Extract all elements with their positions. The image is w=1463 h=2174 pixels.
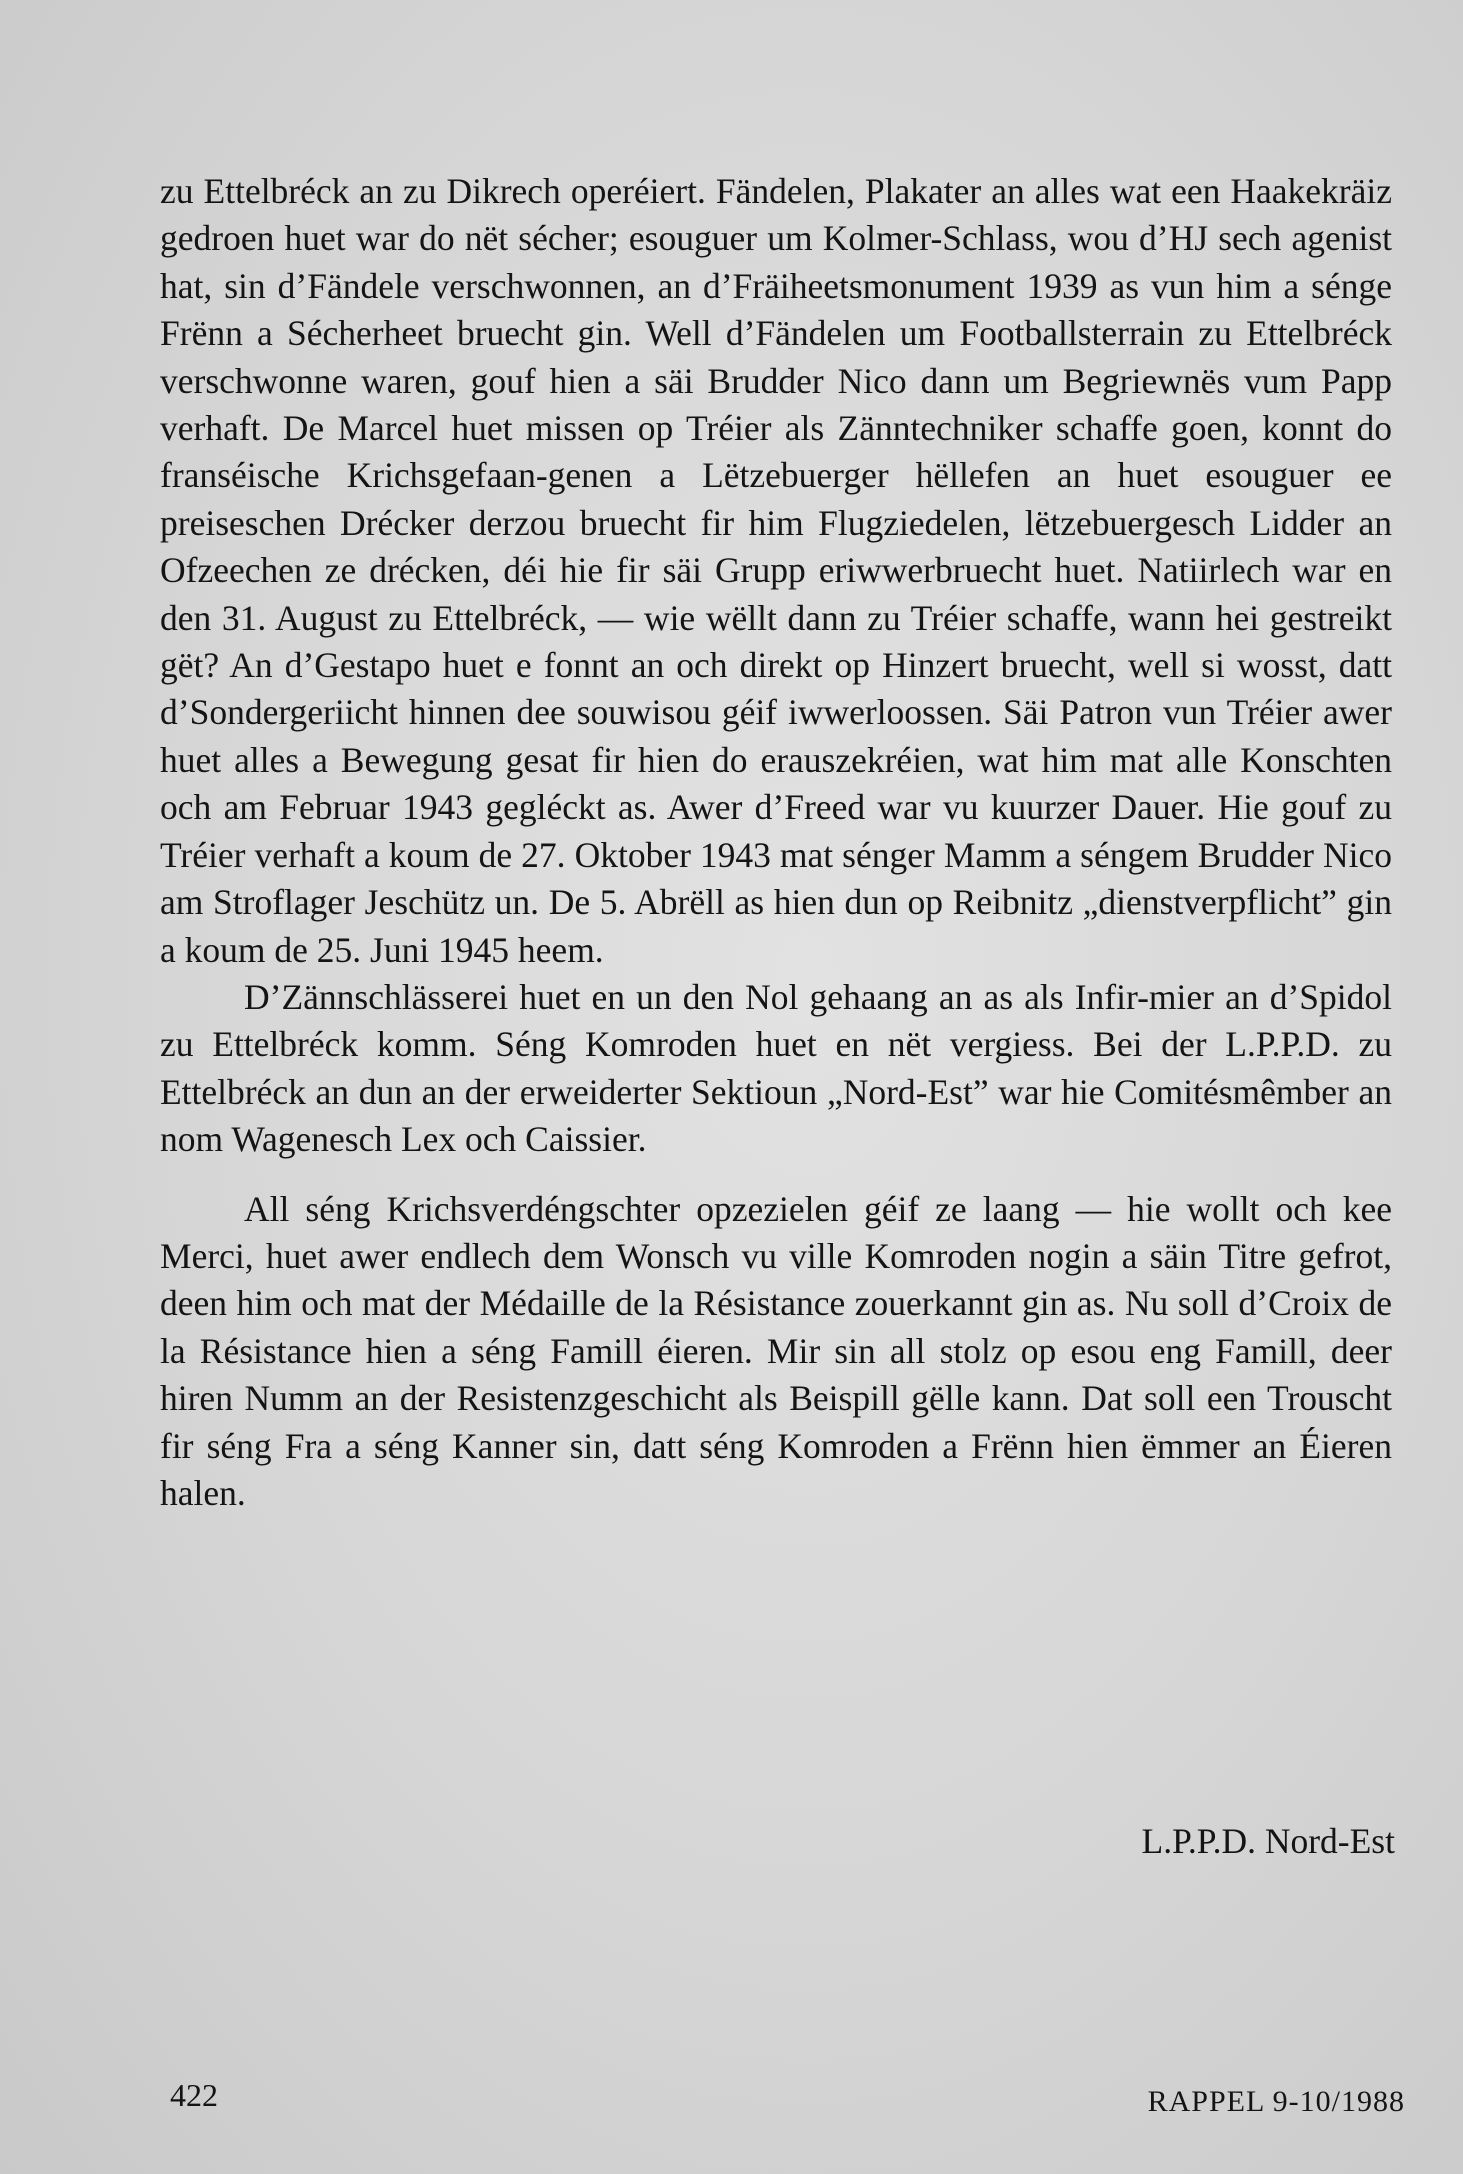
page-number: 422 — [170, 2077, 218, 2113]
paragraph-3: All séng Krichsverdéngschter opzezielen géif ze laang — hie wollt och kee Merci, huet awer endlech dem Wonsch vu ville Komroden nogin a säin Titre gefrot, deen him och mat der Médaille de la Résistance zouerkannt gin as. Nu soll d’Croix de la Résistance hien a séng Famill éieren. Mir sin all stolz op esou eng Famill, deer hiren Numm an der Resistenzgeschicht als Beispill gëlle kann. Dat soll een Trouscht fir séng Fra a séng Kanner sin, datt séng Komroden a Frënn hien ëmmer an Éieren halen. — [160, 1188, 1392, 1513]
article-signature: L.P.P.D. Nord-Est — [1141, 1821, 1395, 1861]
paragraph-2: D’Zännschlässerei huet en un den Nol gehaang an as als Infir-mier an d’Spidol zu Ettelbréck komm. Séng Komroden huet en nët vergiess. Bei der L.P.P.D. zu Ettelbréck an dun an der erweiderter Sektioun „Nord-Est” war hie Comitésmêmber an nom Wagenesch Lex och Caissier. — [160, 976, 1392, 1160]
article-body — [160, 168, 1392, 1517]
publication-footer: RAPPEL 9-10/1988 — [1147, 2085, 1405, 2118]
paragraph-1: zu Ettelbréck an zu Dikrech operéiert. Fändelen, Plakater an alles wat een Haakekräiz gedroen huet war do nët sécher; esouguer um Kolmer-Schlass, wou d’HJ sech agenist hat, sin d’Fändele verschwonnen, an d’Fräiheetsmonument 1939 as vun him a sénge Frënn a Sécherheet bruecht gin. Well d’Fändelen um Footballsterrain zu Ettelbréck verschwonne waren, gouf hien a säi Brudder Nico dann um Begriewnës vum Papp verhaft. De Marcel huet missen op Tréier als Zänntechniker schaffe goen, konnt do franséische Krichsgefaan-genen a Lëtzebuerger hëllefen an huet esouguer ee preiseschen Drécker derzou bruecht fir him Flugziedelen, lëtzebuergesch Lidder an Ofzeechen ze drécken, déi hie fir säi Grupp eriwwerbruecht huet. Natiirlech war en den 31. August zu Ettelbréck, — wie wëllt dann zu Tréier schaffe, wann hei gestreikt gët? An d’Gestapo huet e fonnt an och direkt op Hinzert bruecht, well si wosst, datt d’Sondergeriicht hinnen dee souwisou géif iwwerloossen. Säi Patron vun Tréier awer huet alles a Bewegung gesat fir hien do erauszekréien, wat him mat alle Konschten och am Februar 1943 gegléckt as. Awer d’Freed war vu kuurzer Dauer. Hie gouf zu Tréier verhaft a koum de 27. Oktober 1943 mat sénger Mamm a séngem Brudder Nico am Stroflager Jeschütz un. De 5. Abrëll as hien dun op Reibnitz „dienstverpflicht” gin a koum de 25. Juni 1945 heem. — [160, 171, 1392, 970]
